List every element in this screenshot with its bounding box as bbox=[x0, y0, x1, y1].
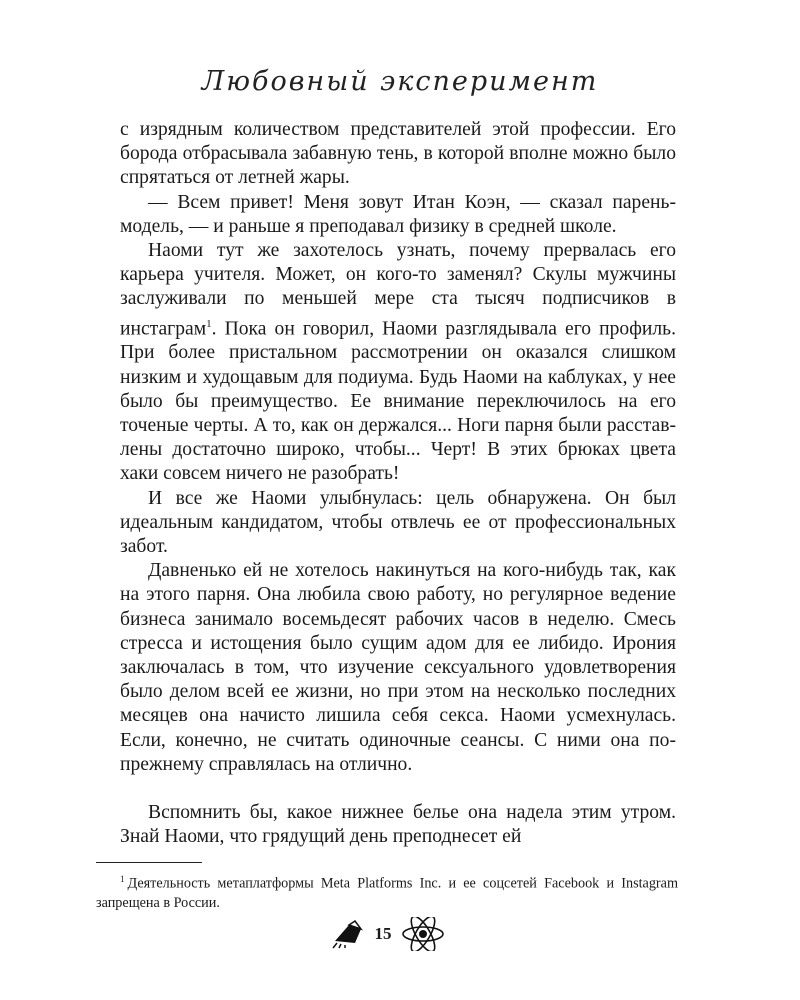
footnote-mark: 1 bbox=[120, 874, 125, 884]
running-title: Любовный эксперимент bbox=[201, 66, 599, 97]
paragraph-6: Вспомнить бы, какое нижнее белье она надела этим утром. Знай Наоми, что грядущий день преподнесет ей bbox=[120, 802, 676, 848]
paragraph-3-text: Наоми тут же захотелось узнать, почему прервалась его карьера учителя. Может, он кого-то заменял? Скулы мужчины заслуживали по меньшей мере ста тысяч подписчиков в инстаграм bbox=[120, 240, 676, 340]
paragraph-2: — Всем привет! Меня зовут Итан Коэн, — сказал парень-модель, — и раньше я преподавал физику в средней школе. bbox=[120, 191, 676, 237]
body-text bbox=[120, 118, 676, 850]
footnote bbox=[96, 870, 678, 913]
paragraph-4: И все же Наоми улыбнулась: цель обнаружена. Он был идеальным кандидатом, чтобы отвлечь ее от профессиональных забот. bbox=[120, 487, 676, 557]
footnote-divider bbox=[96, 862, 202, 863]
page-number: 15 bbox=[374, 924, 392, 943]
rocket-icon bbox=[331, 919, 367, 949]
atom-icon bbox=[400, 917, 446, 951]
footnote-text: Деятельность метаплатформы Meta Platforms Inc. и ее соцсетей Facebook и Instagram запрещена в России. bbox=[96, 875, 678, 911]
paragraph-1: с изрядным количеством представителей этой профессии. Его борода отбрасывала забавную тень, в которой вполне можно было спрятаться от летней жары. bbox=[120, 119, 676, 189]
paragraph-5: Давненько ей не хотелось накинуться на кого-нибудь так, как на этого парня. Она любила свою работу, но регулярное ведение бизнеса занимало восемьдесят рабочих часов в неделю. Смесь стресса и истощения было сущим адом для ее либидо. Ирония заключалась в том, что изучение сексуального удовлетворения было делом всей ее жизни, но при этом на несколько последних месяцев она начисто лишила себя секса. Наоми усмехнулась. Если, конечно, не считать одиночные сеансы. С ними она попрежнему справлялась на отлично. bbox=[120, 560, 676, 775]
page-folio bbox=[318, 912, 458, 956]
paragraph-3-continuation: . Пока он говорил, Наоми разглядывала его профиль. При более пристальном рассмотрении он оказался слишком низким и худощавым для подиума. Будь Наоми на каблуках, у нее было бы преимущество. Ее внимание переключилось на его точеные черты. А то, как он держался... Ноги парня были расставлены достаточно широко, чтобы... Черт! В этих брюках цвета хаки совсем ничего не разобрать! bbox=[120, 318, 676, 485]
footnote-reference[interactable]: 1 bbox=[206, 317, 212, 330]
paragraph-3 bbox=[120, 239, 676, 487]
